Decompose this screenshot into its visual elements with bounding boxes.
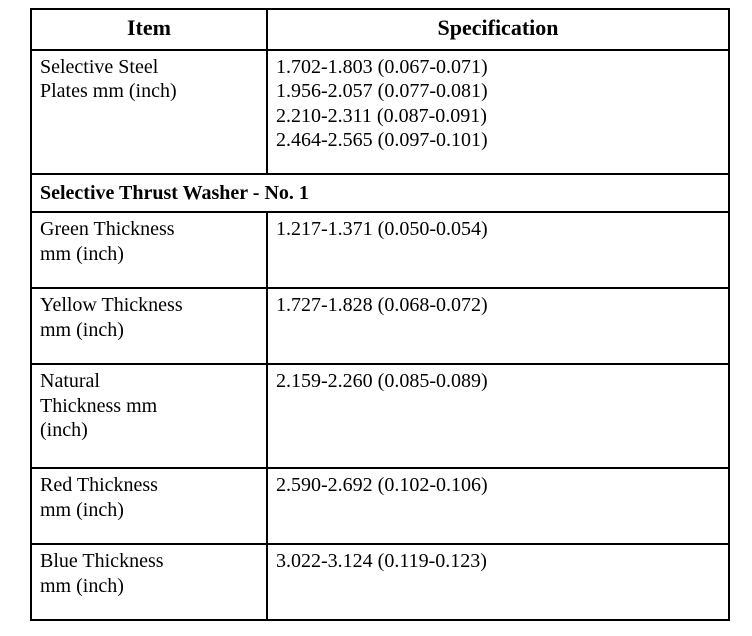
item-line: Plates mm (inch) <box>40 80 177 103</box>
item-cell-blue-thickness <box>31 544 267 620</box>
table-header-row <box>31 9 729 50</box>
spec-cell-natural-thickness <box>267 364 729 468</box>
item-line: mm (inch) <box>40 242 124 265</box>
spec-line: 2.464-2.565 (0.097-0.101) <box>276 129 488 151</box>
spec-cell-blue-thickness <box>267 544 729 620</box>
item-line: Selective Steel <box>40 55 159 78</box>
item-cell-red-thickness <box>31 468 267 544</box>
column-header-specification: Specification <box>267 9 729 50</box>
item-line: mm (inch) <box>40 498 124 521</box>
spec-line: 1.956-2.057 (0.077-0.081) <box>276 80 488 103</box>
spec-line: 3.022-3.124 (0.119-0.123) <box>276 550 487 573</box>
spec-line: 2.159-2.260 (0.085-0.089) <box>276 370 488 393</box>
spec-cell-green-thickness <box>267 212 729 288</box>
item-line: mm (inch) <box>40 318 124 341</box>
table-row <box>31 364 729 468</box>
item-line: Red Thickness <box>40 474 158 497</box>
item-line: Yellow Thickness <box>40 294 183 317</box>
spec-line: 2.590-2.692 (0.102-0.106) <box>276 474 488 497</box>
table-row <box>31 50 729 174</box>
column-header-item: Item <box>31 9 267 50</box>
spec-cell-yellow-thickness <box>267 288 729 364</box>
item-line: Natural <box>40 370 100 393</box>
item-line: Green Thickness <box>40 218 175 241</box>
item-cell-selective-steel-plates <box>31 50 267 174</box>
item-line: mm (inch) <box>40 574 124 597</box>
spec-cell-selective-steel-plates <box>267 50 729 174</box>
table-row <box>31 544 729 620</box>
item-cell-yellow-thickness <box>31 288 267 364</box>
table-row <box>31 468 729 544</box>
section-title-selective-thrust-washer: Selective Thrust Washer - No. 1 <box>31 174 729 212</box>
spec-line: 1.702-1.803 (0.067-0.071) <box>276 55 488 78</box>
item-line: Blue Thickness <box>40 550 164 573</box>
item-cell-green-thickness <box>31 212 267 288</box>
spec-cell-red-thickness <box>267 468 729 544</box>
spec-line: 1.727-1.828 (0.068-0.072) <box>276 294 488 317</box>
table-row <box>31 288 729 364</box>
spec-line: 2.210-2.311 (0.087-0.091) <box>276 104 487 127</box>
item-line: Thickness mm <box>40 394 158 417</box>
table-row <box>31 212 729 288</box>
spec-line: 1.217-1.371 (0.050-0.054) <box>276 218 488 241</box>
specification-table <box>30 8 730 621</box>
item-line: (inch) <box>40 419 88 441</box>
table-section-row <box>31 174 729 212</box>
item-cell-natural-thickness <box>31 364 267 468</box>
